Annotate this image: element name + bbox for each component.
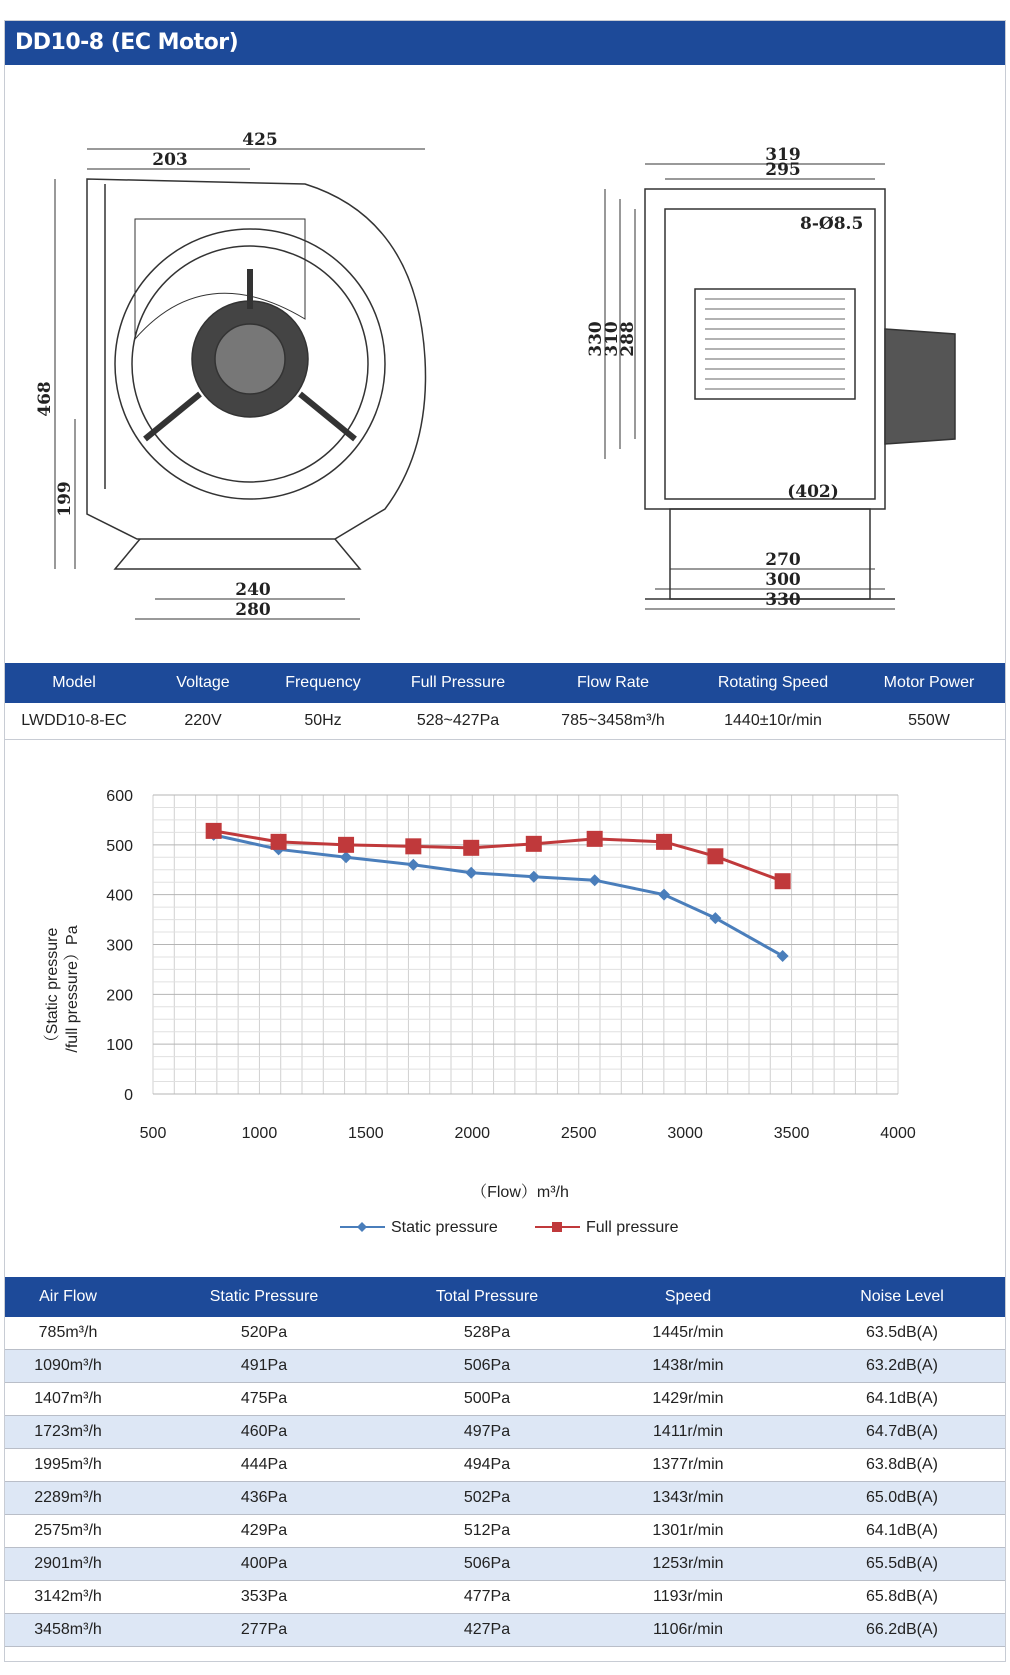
perf-air-flow: 3458m³/h [34, 1621, 102, 1638]
legend-static-label: Static pressure [391, 1219, 498, 1236]
spec-header-model: Model [52, 674, 96, 691]
perf-static-pressure: 491Pa [240, 1357, 288, 1374]
spec-flow-rate: 785~3458m³/h [561, 712, 665, 729]
spec-header-motor-power: Motor Power [883, 674, 975, 691]
perf-total-pressure: 502Pa [463, 1489, 511, 1506]
datasheet [4, 20, 1006, 1662]
y-tick-label: 200 [106, 987, 133, 1005]
perf-header-noise-level: Noise Level [860, 1288, 944, 1305]
y-tick-label: 100 [106, 1037, 133, 1055]
perf-speed: 1301r/min [652, 1522, 724, 1539]
static-pressure-point [528, 871, 540, 883]
x-tick-label: 3000 [667, 1125, 703, 1142]
perf-noise-level: 66.2dB(A) [865, 1621, 939, 1638]
dim-280: 280 [235, 600, 271, 620]
perf-air-flow: 785m³/h [38, 1324, 98, 1341]
perf-air-flow: 1995m³/h [34, 1456, 102, 1473]
dim-319: 319 [765, 145, 801, 165]
table-row [5, 1548, 1005, 1581]
static-pressure-point [465, 867, 477, 879]
perf-speed: 1253r/min [652, 1555, 724, 1572]
perf-speed: 1193r/min [653, 1588, 723, 1605]
perf-noise-level: 64.1dB(A) [865, 1390, 939, 1407]
x-tick-label: 1000 [241, 1125, 278, 1142]
perf-speed: 1411r/min [653, 1423, 723, 1440]
full-pressure-point [405, 838, 421, 854]
full-pressure-point [656, 834, 672, 850]
perf-noise-level: 63.5dB(A) [865, 1324, 939, 1341]
y-tick-label: 300 [106, 937, 133, 955]
spec-header-full-pressure: Full Pressure [410, 674, 506, 691]
pressure-flow-chart [5, 749, 1005, 1239]
perf-speed: 1377r/min [652, 1456, 724, 1473]
spec-motor-power: 550W [908, 712, 950, 729]
perf-static-pressure: 475Pa [240, 1390, 288, 1407]
perf-air-flow: 2901m³/h [34, 1555, 102, 1572]
table-row [5, 1383, 1005, 1416]
perf-speed: 1445r/min [652, 1324, 724, 1341]
motor-body [885, 329, 955, 444]
dim-199: 199 [55, 481, 75, 517]
perf-total-pressure: 497Pa [463, 1423, 511, 1440]
dim-468: 468 [35, 381, 55, 417]
x-tick-label: 1500 [348, 1125, 384, 1142]
perf-static-pressure: 277Pa [240, 1621, 288, 1638]
full-pressure-point [526, 836, 542, 852]
performance-table-body [5, 1317, 1005, 1647]
perf-static-pressure: 353Pa [240, 1588, 288, 1605]
table-row [5, 1317, 1005, 1350]
perf-total-pressure: 427Pa [463, 1621, 511, 1638]
perf-total-pressure: 506Pa [463, 1357, 511, 1374]
dim-240: 240 [235, 580, 271, 600]
perf-static-pressure: 400Pa [240, 1555, 288, 1572]
perf-speed: 1343r/min [652, 1489, 724, 1506]
y-tick-label: 0 [124, 1087, 133, 1104]
perf-noise-level: 65.5dB(A) [865, 1555, 939, 1572]
dim-330-height: 330 [586, 321, 606, 357]
x-tick-label: 500 [139, 1125, 167, 1142]
y-tick-label: 500 [106, 837, 133, 855]
perf-total-pressure: 494Pa [463, 1456, 511, 1473]
table-row [5, 1515, 1005, 1548]
legend-static-marker [357, 1222, 367, 1232]
perf-air-flow: 3142m³/h [34, 1588, 102, 1605]
perf-total-pressure: 512Pa [463, 1522, 511, 1539]
performance-table-header [5, 1277, 1005, 1317]
perf-header-air-flow: Air Flow [39, 1288, 97, 1305]
x-tick-label: 2500 [560, 1125, 597, 1142]
spec-voltage: 220V [184, 712, 222, 729]
dim-402: (402) [787, 482, 839, 502]
perf-header-total-pressure: Total Pressure [435, 1288, 539, 1305]
x-axis-label: （Flow）m³/h [471, 1184, 569, 1201]
full-pressure-point [775, 873, 791, 889]
full-pressure-point [271, 834, 287, 850]
page-title: DD10-8 (EC Motor) [5, 21, 1005, 65]
perf-noise-level: 63.8dB(A) [865, 1456, 939, 1473]
dim-310: 310 [602, 321, 622, 357]
dimension-drawing [5, 69, 1005, 679]
perf-static-pressure: 520Pa [240, 1324, 288, 1341]
spec-full-pressure: 528~427Pa [416, 712, 500, 729]
perf-air-flow: 1090m³/h [34, 1357, 102, 1374]
spec-model: LWDD10-8-EC [21, 712, 127, 729]
dim-288: 288 [618, 321, 638, 357]
perf-noise-level: 65.0dB(A) [865, 1489, 939, 1506]
perf-total-pressure: 500Pa [463, 1390, 511, 1407]
spec-header-frequency: Frequency [285, 674, 361, 691]
dim-330-width: 330 [765, 590, 801, 610]
table-row [5, 1581, 1005, 1614]
perf-static-pressure: 429Pa [240, 1522, 288, 1539]
spec-header-voltage: Voltage [176, 674, 230, 691]
dim-holes: 8-Ø8.5 [800, 214, 864, 234]
x-tick-label: 2000 [454, 1125, 491, 1142]
perf-speed: 1429r/min [652, 1390, 724, 1407]
full-pressure-point [338, 837, 354, 853]
dim-295: 295 [765, 160, 801, 180]
x-tick-label: 3500 [773, 1125, 810, 1142]
spec-table-header [5, 663, 1005, 703]
static-pressure-point [340, 851, 352, 863]
perf-air-flow: 1723m³/h [34, 1423, 102, 1440]
perf-header-static-pressure: Static Pressure [209, 1288, 319, 1305]
spec-frequency: 50Hz [304, 712, 342, 729]
static-pressure-point [589, 874, 601, 886]
perf-air-flow: 2289m³/h [34, 1489, 102, 1506]
perf-speed: 1106r/min [653, 1621, 723, 1638]
spec-rotating-speed: 1440±10r/min [724, 712, 822, 729]
perf-total-pressure: 477Pa [463, 1588, 511, 1605]
dim-270: 270 [765, 550, 801, 570]
legend-full-marker [552, 1222, 562, 1232]
full-pressure-point [707, 848, 723, 864]
y-tick-label: 600 [106, 788, 133, 805]
perf-total-pressure: 528Pa [463, 1324, 511, 1341]
table-row [5, 1449, 1005, 1482]
static-pressure-point [709, 912, 721, 924]
perf-air-flow: 1407m³/h [34, 1390, 102, 1407]
spec-header-flow-rate: Flow Rate [576, 674, 650, 691]
y-axis-label-line2: /full pressure）Pa [64, 925, 81, 1053]
full-pressure-point [206, 823, 222, 839]
series-line-static [214, 835, 783, 956]
perf-static-pressure: 444Pa [240, 1456, 288, 1473]
table-row [5, 1482, 1005, 1515]
dim-300: 300 [765, 570, 801, 590]
perf-noise-level: 65.8dB(A) [865, 1588, 939, 1605]
perf-speed: 1438r/min [652, 1357, 724, 1374]
dim-203: 203 [152, 150, 188, 170]
static-pressure-point [777, 950, 789, 962]
perf-total-pressure: 506Pa [463, 1555, 511, 1572]
y-tick-label: 400 [106, 887, 133, 905]
fan-wheel [695, 289, 855, 399]
full-pressure-point [463, 840, 479, 856]
spec-header-rotating-speed: Rotating Speed [717, 674, 829, 691]
perf-noise-level: 64.7dB(A) [865, 1423, 939, 1440]
perf-static-pressure: 460Pa [240, 1423, 288, 1440]
perf-noise-level: 64.1dB(A) [865, 1522, 939, 1539]
x-tick-label: 4000 [880, 1125, 916, 1142]
static-pressure-point [407, 859, 419, 871]
table-row [5, 1614, 1005, 1647]
table-row [5, 1416, 1005, 1449]
table-row [5, 1350, 1005, 1383]
legend-full-label: Full pressure [586, 1219, 679, 1236]
spec-table-row [5, 703, 1005, 740]
chart-legend [340, 1219, 679, 1236]
perf-header-speed: Speed [664, 1288, 712, 1305]
static-pressure-point [658, 889, 670, 901]
dim-425: 425 [242, 130, 278, 150]
perf-noise-level: 63.2dB(A) [865, 1357, 939, 1374]
perf-static-pressure: 436Pa [240, 1489, 288, 1506]
full-pressure-point [587, 831, 603, 847]
perf-air-flow: 2575m³/h [34, 1522, 102, 1539]
y-axis-label-line1: （Static pressure [44, 927, 61, 1051]
